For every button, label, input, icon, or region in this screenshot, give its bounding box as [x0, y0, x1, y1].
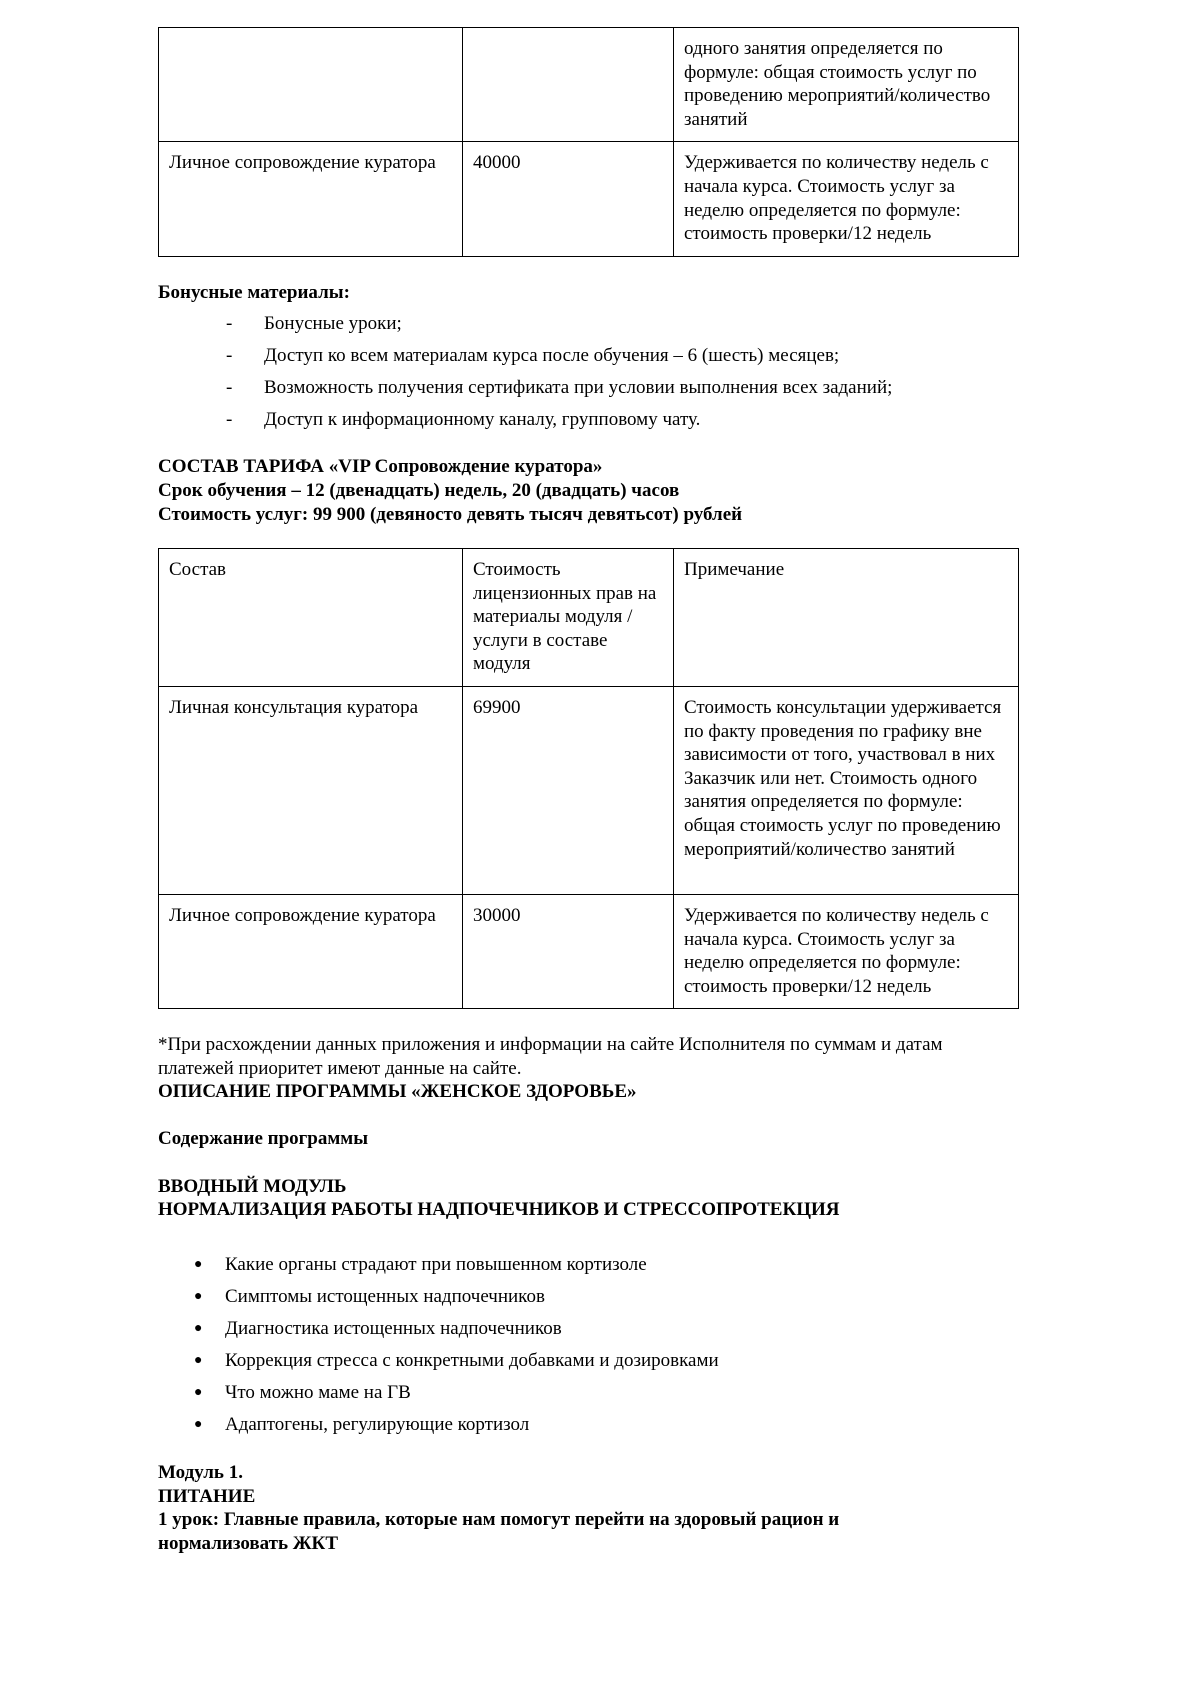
note-cell: одного занятия определяется по формуле: общая стоимость услуг по проведению мероприятий/количество занятий	[674, 28, 1019, 142]
bonus-title: Бонусные материалы:	[158, 282, 350, 303]
tariff-price: Стоимость услуг: 99 900 (девяносто девять тысяч девятьсот) рублей	[158, 504, 743, 525]
list-item: - Бонусные уроки;	[226, 313, 402, 334]
bullet-icon: ●	[194, 1321, 203, 1336]
table-row	[159, 894, 1019, 1008]
note-cell: Стоимость консультации удерживается по факту проведения по графику вне зависимости от того, участвовал в них Заказчик или нет. Стоимость одного занятия определяется по формуле: общая стоимость услуг по проведению мероприятий/количество занятий	[674, 686, 1019, 894]
table-row	[159, 686, 1019, 894]
composition-cell	[159, 28, 463, 142]
footnote: *При расхождении данных приложения и информации на сайте Исполнителя по суммам и датам платежей приоритет имеют данные на сайте.	[158, 1034, 943, 1079]
dash-marker: -	[226, 409, 233, 430]
list-item: ● Что можно маме на ГВ	[194, 1382, 411, 1403]
module1-subtitle: ПИТАНИЕ	[158, 1486, 256, 1507]
intro-module-title: ВВОДНЫЙ МОДУЛЬ	[158, 1176, 347, 1197]
table-row	[159, 142, 1019, 256]
note-cell: Удерживается по количеству недель с начала курса. Стоимость услуг за неделю определяется по формуле: стоимость проверки/12 недель	[674, 142, 1019, 256]
tariff-title: СОСТАВ ТАРИФА «VIP Сопровождение куратора»	[158, 456, 603, 477]
intro-module-list-block	[158, 1253, 1038, 1445]
note-cell: Удерживается по количеству недель с начала курса. Стоимость услуг за неделю определяется по формуле: стоимость проверки/12 недель	[674, 894, 1019, 1008]
program-contents-title: Содержание программы	[158, 1128, 369, 1149]
table-header-row	[159, 549, 1019, 687]
composition-cell: Личное сопровождение куратора	[159, 142, 463, 256]
dash-marker: -	[226, 377, 233, 398]
bullet-icon: ●	[194, 1385, 203, 1400]
intro-module-subtitle: НОРМАЛИЗАЦИЯ РАБОТЫ НАДПОЧЕЧНИКОВ И СТРЕССОПРОТЕКЦИЯ	[158, 1199, 840, 1220]
dash-marker: -	[226, 345, 233, 366]
module1-lesson1: 1 урок: Главные правила, которые нам помогут перейти на здоровый рацион и нормализовать ЖКТ	[158, 1509, 840, 1554]
composition-cell: Личная консультация куратора	[159, 686, 463, 894]
cost-cell: 30000	[463, 894, 674, 1008]
list-item: ● Симптомы истощенных надпочечников	[194, 1286, 545, 1307]
pricing-table-continued	[158, 27, 1038, 257]
header-cost: Стоимость лицензионных прав на материалы модуля / услуги в составе модуля	[463, 549, 674, 687]
header-composition: Состав	[159, 549, 463, 687]
composition-cell: Личное сопровождение куратора	[159, 894, 463, 1008]
list-item: - Доступ к информационному каналу, групповому чату.	[226, 409, 701, 430]
bullet-icon: ●	[194, 1257, 203, 1272]
list-item: ● Диагностика истощенных надпочечников	[194, 1318, 562, 1339]
bullet-icon: ●	[194, 1417, 203, 1432]
dash-marker: -	[226, 313, 233, 334]
list-item: - Возможность получения сертификата при условии выполнения всех заданий;	[226, 377, 893, 398]
cost-cell: 40000	[463, 142, 674, 256]
header-note: Примечание	[674, 549, 1019, 687]
bonus-list-block	[158, 312, 1038, 440]
intro-module-list	[158, 1253, 1038, 1445]
list-item: ● Адаптогены, регулирующие кортизол	[194, 1414, 530, 1435]
cost-cell: 69900	[463, 686, 674, 894]
list-item: ● Какие органы страдают при повышенном кортизоле	[194, 1254, 647, 1275]
program-title: ОПИСАНИЕ ПРОГРАММЫ «ЖЕНСКОЕ ЗДОРОВЬЕ»	[158, 1081, 637, 1102]
bullet-icon: ●	[194, 1353, 203, 1368]
list-item: - Доступ ко всем материалам курса после обучения – 6 (шесть) месяцев;	[226, 345, 840, 366]
vip-pricing-table	[158, 548, 1038, 1009]
tariff-duration: Срок обучения – 12 (двенадцать) недель, 20 (двадцать) часов	[158, 480, 680, 501]
bonus-list	[158, 312, 1038, 440]
table-row	[159, 28, 1019, 142]
list-item: ● Коррекция стресса с конкретными добавками и дозировками	[194, 1350, 719, 1371]
bullet-icon: ●	[194, 1289, 203, 1304]
cost-cell	[463, 28, 674, 142]
module1-title: Модуль 1.	[158, 1462, 243, 1483]
